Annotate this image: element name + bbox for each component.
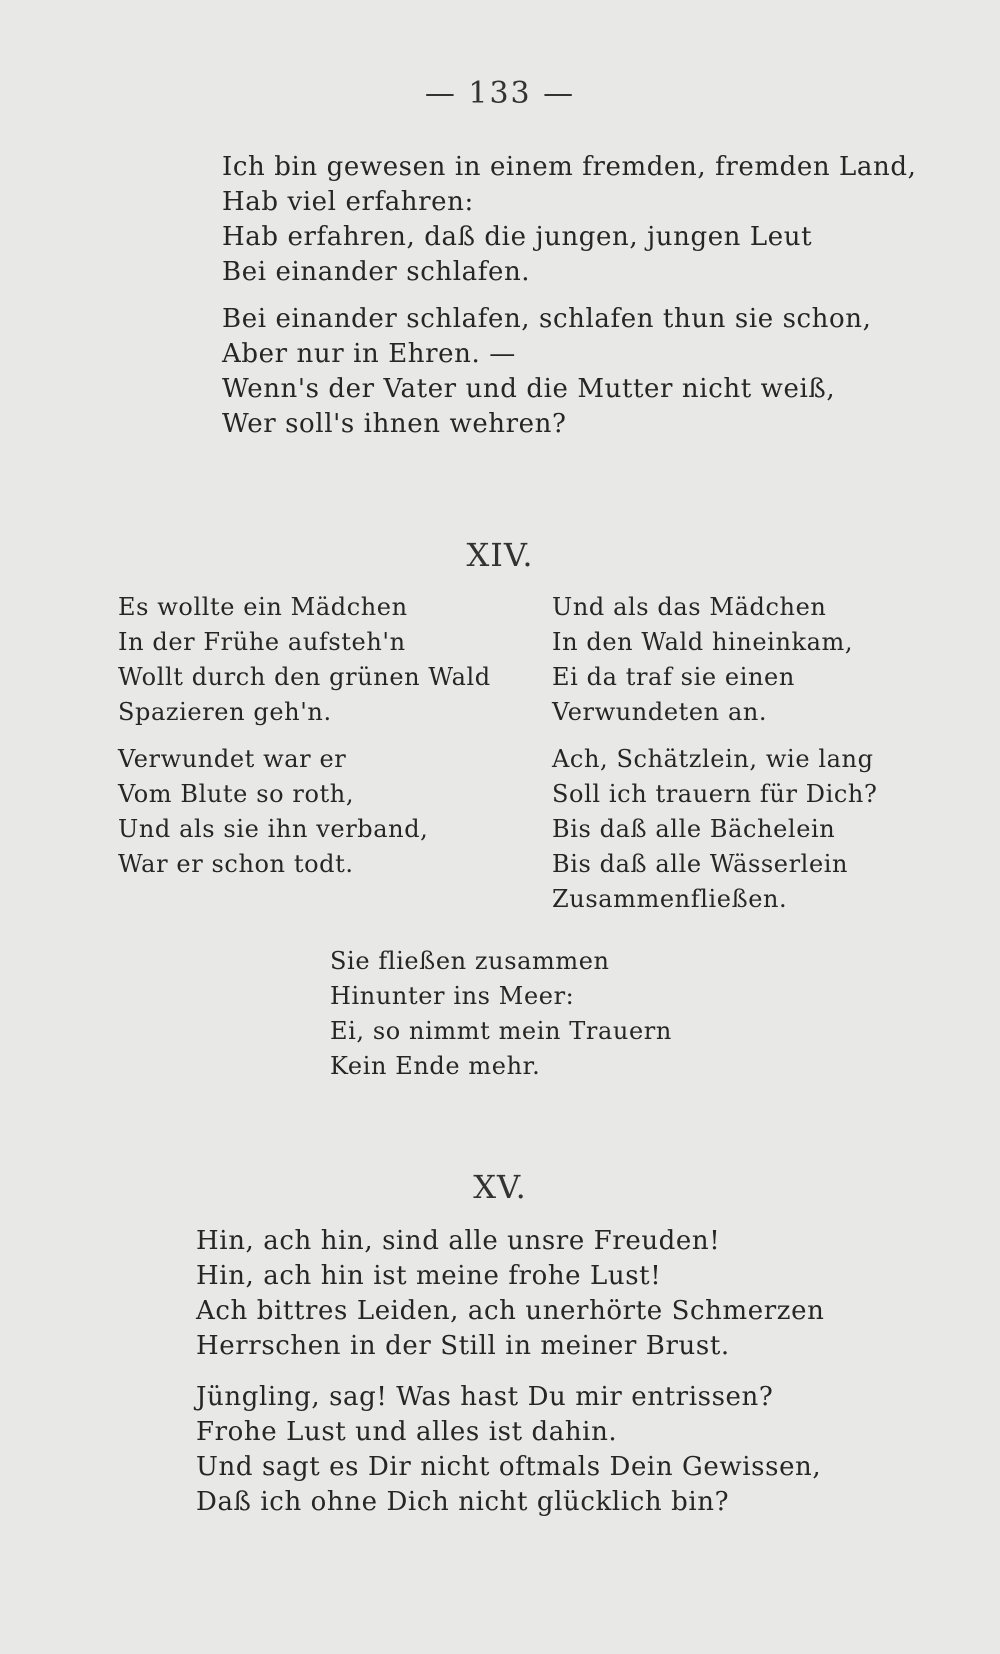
poem-stanza-center <box>330 944 672 1084</box>
poem-line: Bei einander schlafen. <box>222 257 531 287</box>
poem-line: Bei einander schlafen, schlafen thun sie schon, <box>222 304 872 334</box>
poem-line: Bis daß alle Bächelein <box>552 815 836 843</box>
section-heading-xv: XV. <box>473 1168 527 1206</box>
poem-line: Herrschen in der Still in meiner Brust. <box>196 1331 730 1361</box>
poem-stanza-left <box>118 590 491 730</box>
poem-line: Ach bittres Leiden, ach unerhörte Schmerzen <box>196 1296 825 1326</box>
poem-line: Wer soll's ihnen wehren? <box>222 409 567 439</box>
poem-line: Bis daß alle Wässerlein <box>552 850 849 878</box>
poem-stanza <box>196 1224 824 1364</box>
poem-line: Soll ich trauern für Dich? <box>552 780 878 808</box>
poem-line: Sie fließen zusammen <box>330 947 610 975</box>
poem-line: Hin, ach hin, sind alle unsre Freuden! <box>196 1226 721 1256</box>
poem-line: In der Frühe aufsteh'n <box>118 628 406 656</box>
poem-line: Vom Blute so roth, <box>118 780 355 808</box>
poem-line: Zusammenfließen. <box>552 885 788 913</box>
poem-line: Verwundeten an. <box>552 698 768 726</box>
poem-line: In den Wald hineinkam, <box>552 628 854 656</box>
poem-line: Frohe Lust und alles ist dahin. <box>196 1417 618 1447</box>
poem-line: Wollt durch den grünen Wald <box>118 663 491 691</box>
poem-line: Ach, Schätzlein, wie lang <box>552 745 874 773</box>
poem-line: Ei da traf sie einen <box>552 663 795 691</box>
poem-line: Hab viel erfahren: <box>222 187 474 217</box>
poem-line: War er schon todt. <box>118 850 354 878</box>
poem-line: Daß ich ohne Dich nicht glücklich bin? <box>196 1487 730 1517</box>
poem-line: Jüngling, sag! Was hast Du mir entrissen? <box>196 1382 774 1412</box>
poem-stanza-right <box>552 742 877 917</box>
poem-line: Hab erfahren, daß die jungen, jungen Leut <box>222 222 813 252</box>
poem-line: Ei, so nimmt mein Trauern <box>330 1017 672 1045</box>
poem-line: Und als sie ihn verband, <box>118 815 429 843</box>
poem-stanza-right <box>552 590 853 730</box>
poem-line: Ich bin gewesen in einem fremden, fremden Land, <box>222 152 917 182</box>
poem-line: Und als das Mädchen <box>552 593 827 621</box>
poem-line: Hinunter ins Meer: <box>330 982 575 1010</box>
section-heading-xiv: XIV. <box>466 536 534 574</box>
poem-stanza <box>222 302 872 442</box>
poem-stanza-left <box>118 742 428 882</box>
page-number: — 133 — <box>424 76 576 111</box>
poem-line: Wenn's der Vater und die Mutter nicht weiß, <box>222 374 836 404</box>
poem-stanza <box>196 1380 821 1520</box>
poem-stanza <box>222 150 916 290</box>
poem-line: Es wollte ein Mädchen <box>118 593 408 621</box>
poem-line: Verwundet war er <box>118 745 347 773</box>
poem-line: Kein Ende mehr. <box>330 1052 541 1080</box>
poem-line: Und sagt es Dir nicht oftmals Dein Gewissen, <box>196 1452 822 1482</box>
poem-line: Hin, ach hin ist meine frohe Lust! <box>196 1261 662 1291</box>
poem-line: Aber nur in Ehren. — <box>222 339 516 369</box>
poem-line: Spazieren geh'n. <box>118 698 332 726</box>
